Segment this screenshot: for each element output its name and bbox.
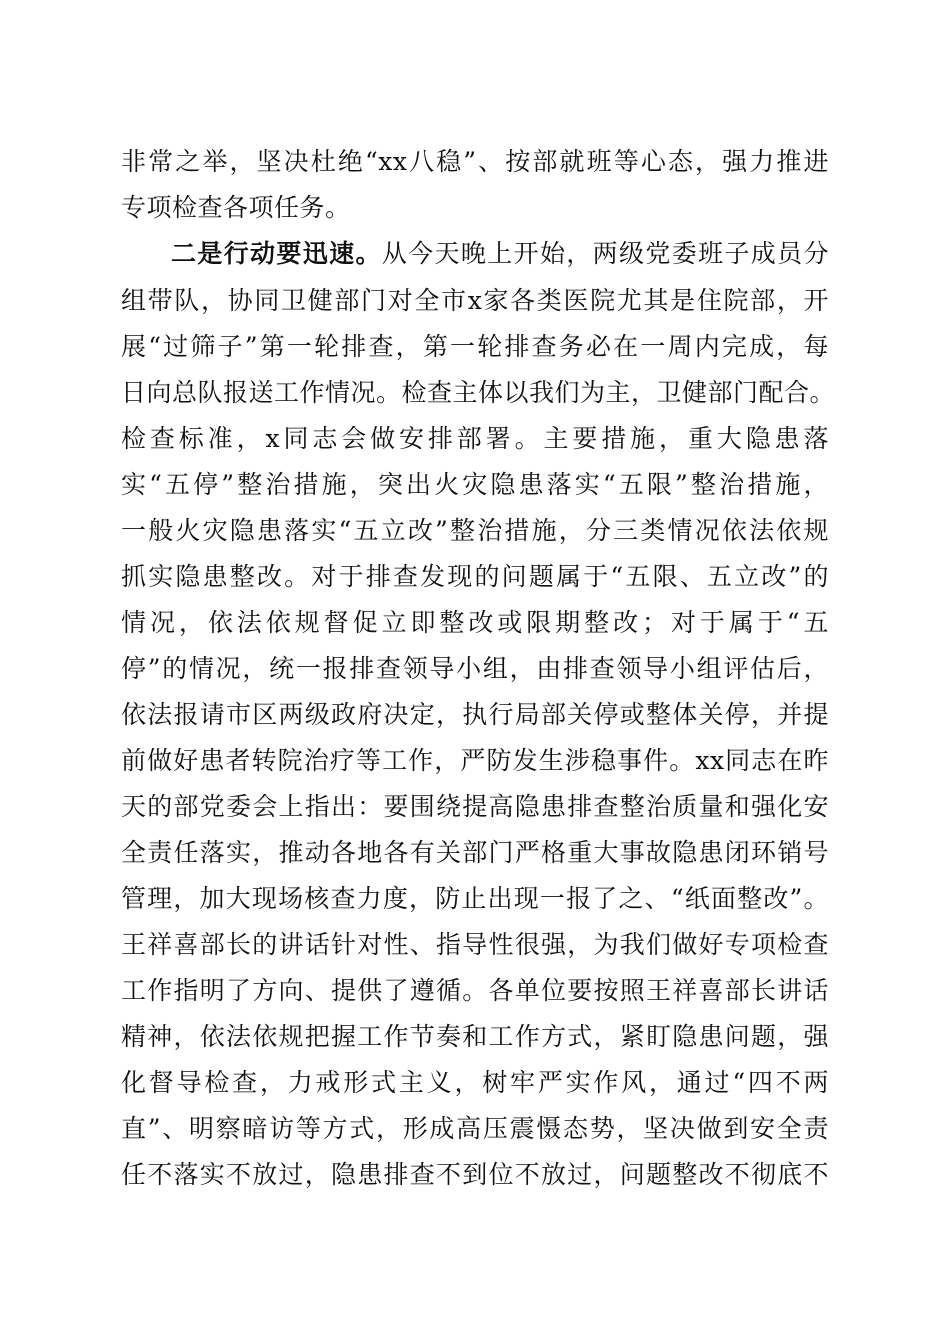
paragraph-line-with-heading bbox=[171, 232, 829, 276]
text-line: 全责任落实，推动各地各有关部门严格重大事故隐患闭环销号 bbox=[121, 838, 829, 867]
text-line: 抓实隐患整改。对于排查发现的问题属于“五限、五立改”的 bbox=[121, 562, 829, 591]
text-line: 检查标准，x同志会做安排部署。主要措施，重大隐患落 bbox=[121, 424, 829, 453]
text-line: 任不落实不放过，隐患排查不到位不放过，问题整改不彻底不 bbox=[121, 1160, 829, 1189]
paragraph-heading: 二是行动要迅速。 bbox=[171, 239, 382, 268]
text-line: 工作指明了方向、提供了遵循。各单位要按照王祥喜部长讲话 bbox=[121, 976, 829, 1005]
text-line: 展“过筛子”第一轮排查，第一轮排查务必在一周内完成，每 bbox=[121, 332, 829, 361]
text-line: 停”的情况，统一报排查领导小组，由排查领导小组评估后， bbox=[121, 654, 829, 683]
text-line: 管理，加大现场核查力度，防止出现一报了之、“纸面整改”。 bbox=[121, 884, 829, 913]
text-line: 直”、明察暗访等方式，形成高压震慑态势，坚决做到安全责 bbox=[121, 1114, 829, 1143]
text-line: 日向总队报送工作情况。检查主体以我们为主，卫健部门配合。 bbox=[121, 378, 836, 407]
text-line: 专项检查各项任务。 bbox=[121, 193, 351, 222]
text-line: 前做好患者转院治疗等工作，严防发生涉稳事件。xx同志在昨 bbox=[121, 746, 829, 775]
text-line: 精神，依法依规把握工作节奏和工作方式，紧盯隐患问题，强 bbox=[121, 1022, 829, 1051]
text-line: 情况，依法依规督促立即整改或限期整改；对于属于“五 bbox=[121, 608, 829, 637]
text-line: 天的部党委会上指出：要围绕提高隐患排查整治质量和强化安 bbox=[121, 792, 829, 821]
text-line: 化督导检查，力戒形式主义，树牢严实作风，通过“四不两 bbox=[121, 1068, 829, 1097]
text-span: 从今天晚上开始，两级党委班子成员分 bbox=[381, 239, 829, 268]
text-line: 实“五停”整治措施，突出火灾隐患落实“五限”整治措施， bbox=[121, 470, 829, 499]
text-line: 依法报请市区两级政府决定，执行局部关停或整体关停，并提 bbox=[121, 700, 829, 729]
text-line: 组带队，协同卫健部门对全市x家各类医院尤其是住院部，开 bbox=[121, 286, 829, 315]
text-line: 非常之举，坚决杜绝“xx八稳”、按部就班等心态，强力推进 bbox=[121, 147, 829, 176]
text-line: 王祥喜部长的讲话针对性、指导性很强，为我们做好专项检查 bbox=[121, 930, 829, 959]
text-line: 一般火灾隐患落实“五立改”整治措施，分三类情况依法依规 bbox=[121, 516, 829, 545]
